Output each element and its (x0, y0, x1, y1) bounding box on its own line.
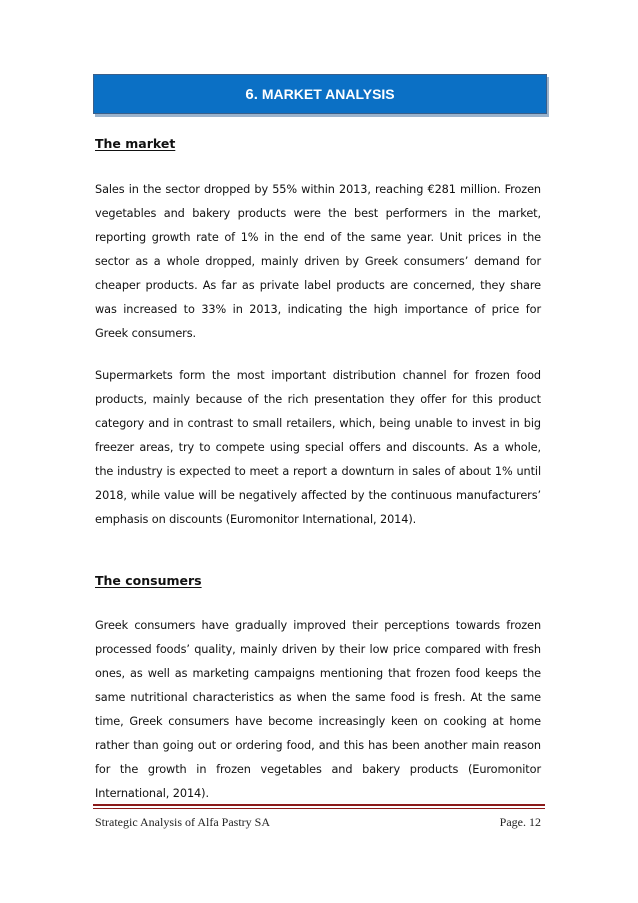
section-title: MARKET ANALYSIS (261, 86, 395, 102)
consumers-paragraph-1: Greek consumers have gradually improved their perceptions towards frozen processed foods’ quality, mainly driven by their low price compared with fresh ones, as well as marketing campaigns mentioning that frozen food keeps the same nutritional characteristics as when the same food is fresh. At the same time, Greek consumers have become increasingly keen on cooking at home rather than going out or ordering food, and this has been another main reason for the growth in frozen vegetables and bakery products (Euromonitor International, 2014). (95, 619, 541, 800)
page-footer (95, 815, 541, 830)
section-number: 6. (245, 85, 258, 103)
footer-page-number: Page. 12 (499, 815, 541, 829)
heading-the-market: The market (95, 136, 176, 151)
section-title-banner (93, 74, 547, 114)
footer-rule-thick (93, 804, 545, 806)
market-paragraph-1: Sales in the sector dropped by 55% within 2013, reaching €281 million. Frozen vegetables and bakery products were the best performers in the market, reporting growth rate of 1% in the end of the same year. Unit prices in the sector as a whole dropped, mainly driven by Greek consumers’ demand for cheaper products. As far as private label products are concerned, they share was increased to 33% in 2013, indicating the high importance of price for Greek consumers. (95, 183, 541, 340)
heading-the-consumers: The consumers (95, 573, 202, 588)
footer-document-title: Strategic Analysis of Alfa Pastry SA (95, 815, 270, 829)
footer-rule-thin (93, 808, 545, 809)
market-paragraph-2: Supermarkets form the most important distribution channel for frozen food products, mainly because of the rich presentation they offer for this product category and in contrast to small retailers, which, being unable to invest in big freezer areas, try to compete using special offers and discounts. As a whole, the industry is expected to meet a report a downturn in sales of about 1% until 2018, while value will be negatively affected by the continuous manufacturers’ emphasis on discounts (Euromonitor International, 2014). (95, 369, 541, 526)
